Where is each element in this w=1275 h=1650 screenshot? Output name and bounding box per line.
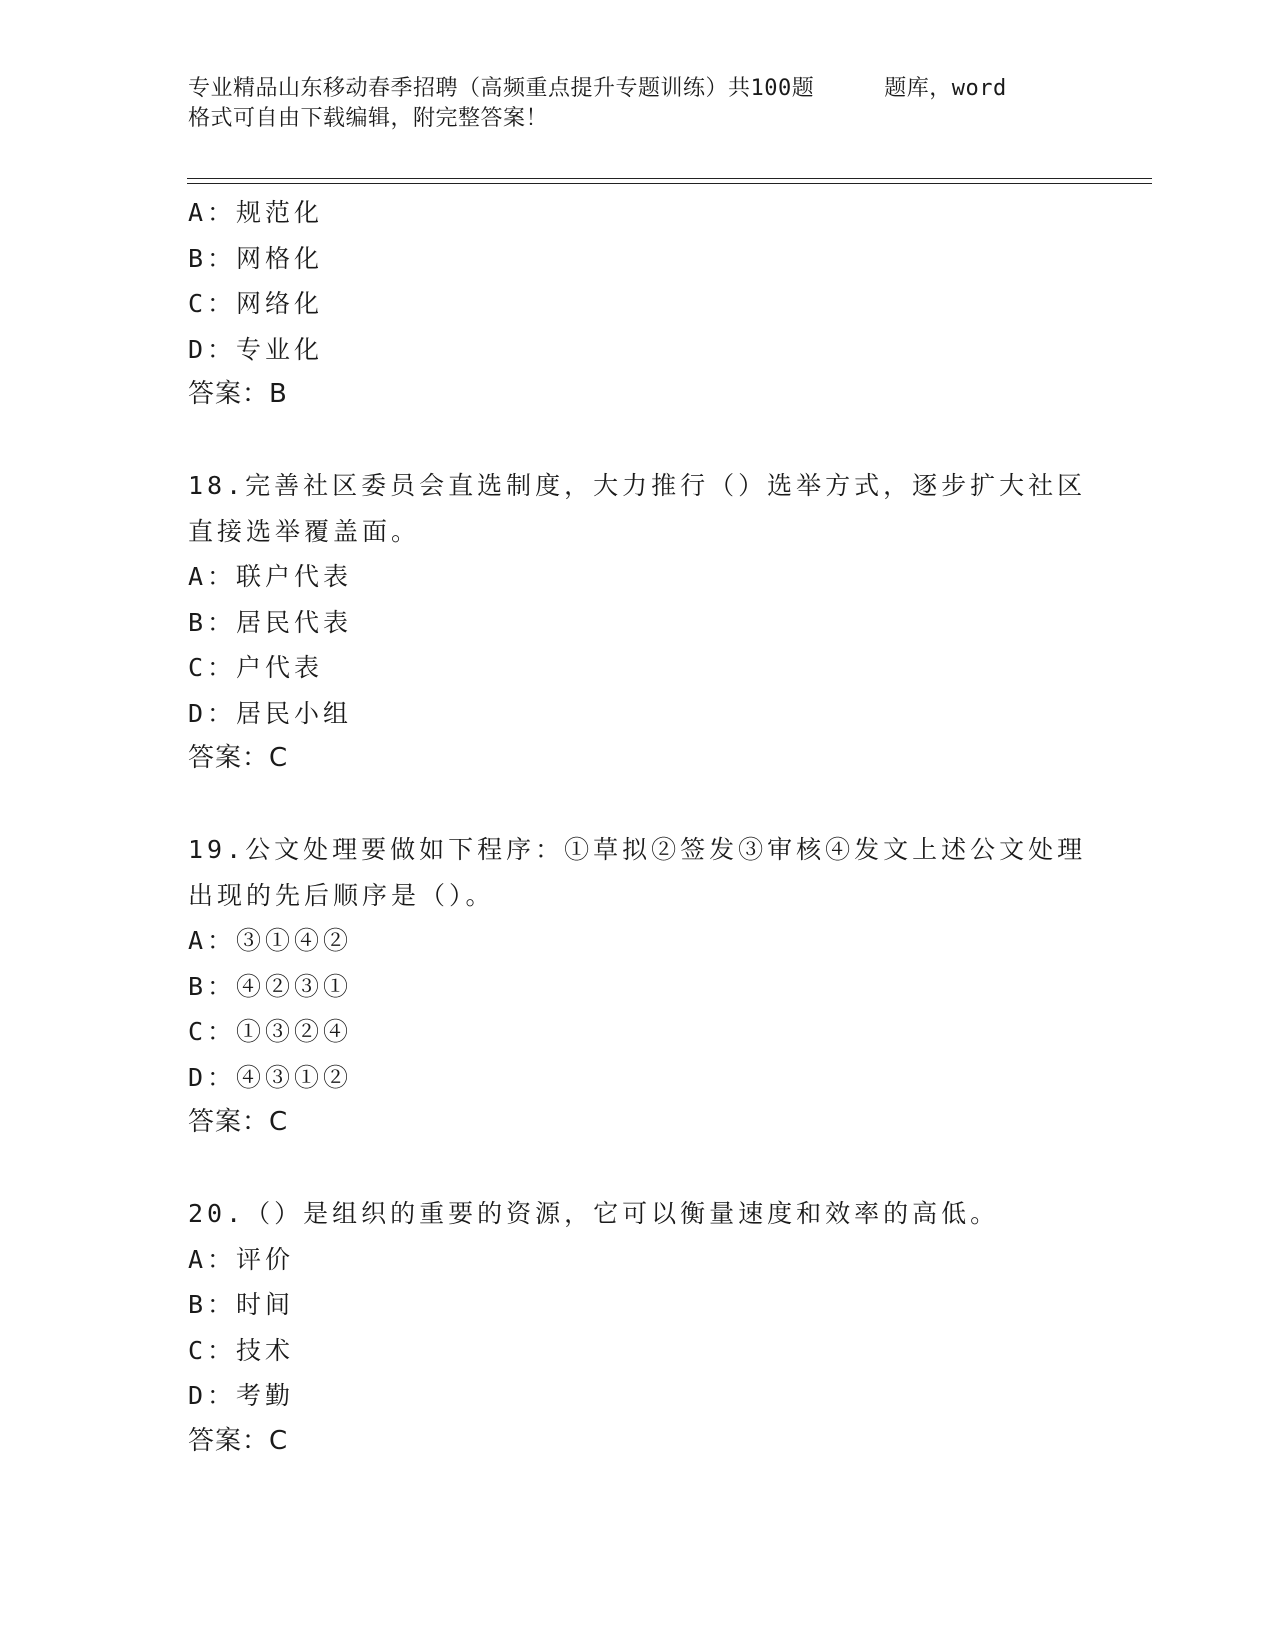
question-gap xyxy=(188,418,1088,464)
header-title: 专业精品山东移动春季招聘（高频重点提升专题训练）共100题 xyxy=(188,76,815,101)
option-c: C：①③②④ xyxy=(188,1017,353,1046)
option-a: A：联户代表 xyxy=(188,562,353,591)
option-b: B：时间 xyxy=(188,1290,295,1319)
option-c: C：户代表 xyxy=(188,653,324,682)
question-19-text-line-2: 出现的先后顺序是（）。 xyxy=(188,880,495,910)
question-18-text-line-1: 18.完善社区委员会直选制度，大力推行（）选举方式，逐步扩大社区 xyxy=(188,471,1087,500)
header-divider-top xyxy=(187,178,1152,179)
option-b: B：居民代表 xyxy=(188,607,353,637)
option-d: D：④③①② xyxy=(188,1062,353,1092)
header-title-continued: 题库，word xyxy=(884,76,1007,101)
header-divider-bottom xyxy=(187,183,1152,184)
question-19-text-line-1: 19.公文处理要做如下程序：①草拟②签发③审核④发文上述公文处理 xyxy=(188,835,1087,864)
header-line-1 xyxy=(188,74,1088,104)
question-20 xyxy=(188,1191,1088,1464)
answer-17: 答案：B xyxy=(188,379,288,409)
answer-20: 答案：C xyxy=(188,1425,289,1456)
option-d: D：居民小组 xyxy=(188,698,353,728)
option-d: D：专业化 xyxy=(188,334,324,364)
answer-19: 答案：C xyxy=(188,1107,289,1137)
document-header xyxy=(188,74,1088,134)
question-18-text-line-2: 直接选举覆盖面。 xyxy=(188,516,421,546)
option-c: C：技术 xyxy=(188,1335,295,1365)
question-19 xyxy=(188,827,1088,1146)
question-17-options xyxy=(188,190,1088,418)
option-d: D：考勤 xyxy=(188,1381,295,1410)
question-list xyxy=(188,190,1088,1464)
question-gap xyxy=(188,782,1088,828)
option-c: C：网络化 xyxy=(188,289,324,318)
answer-18: 答案：C xyxy=(188,743,289,773)
option-a: A：评价 xyxy=(188,1244,295,1274)
question-18 xyxy=(188,463,1088,782)
option-b: B：网格化 xyxy=(188,243,324,273)
question-gap xyxy=(188,1146,1088,1192)
option-a: A：③①④② xyxy=(188,926,353,955)
question-20-text-line-1: 20.（）是组织的重要的资源，它可以衡量速度和效率的高低。 xyxy=(188,1199,1000,1228)
header-line-2: 格式可自由下载编辑，附完整答案！ xyxy=(188,106,549,131)
option-a: A：规范化 xyxy=(188,198,324,227)
option-b: B：④②③① xyxy=(188,971,353,1001)
